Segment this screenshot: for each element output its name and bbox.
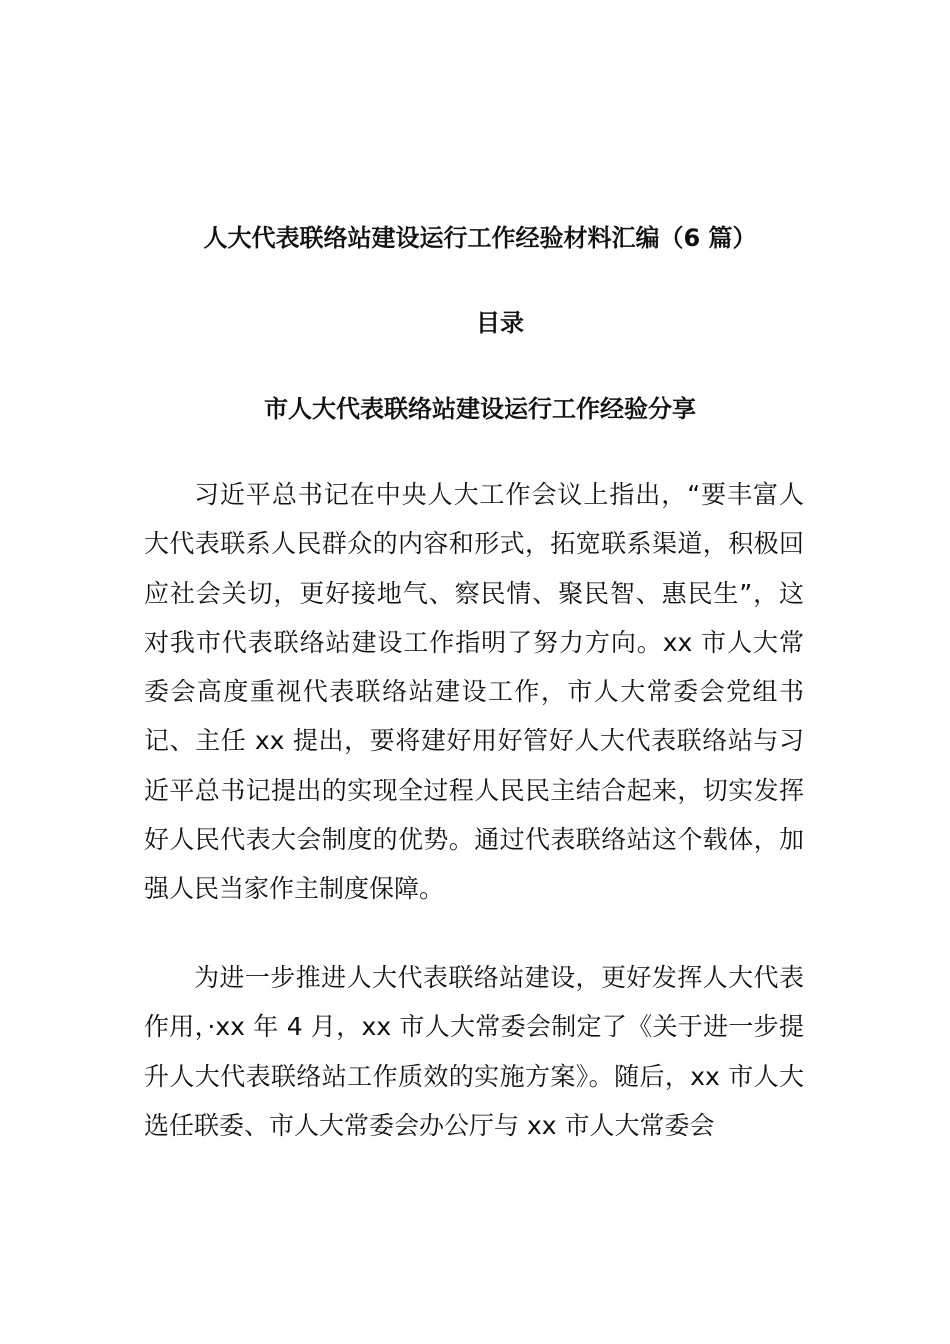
article-title: 市人大代表联络站建设运行工作经验分享 (264, 395, 696, 423)
toc-heading: 目录 (476, 309, 524, 337)
body-paragraph-2: 为进一步推进人大代表联络站建设，更好发挥人大代表作用，·xx 年 4 月，xx 市人大常委会制定了《关于进一步提升人大代表联络站工作质效的实施方案》。随后，xx 市人大选任联委、市人大常委会办公厅与 xx 市人大常委会 (144, 963, 804, 1140)
document-title: 人大代表联络站建设运行工作经验材料汇编（6 篇） (203, 224, 757, 252)
body-paragraph-1: 习近平总书记在中央人大工作会议上指出，“要丰富人大代表联系人民群众的内容和形式，拓宽联系渠道，积极回应社会关切，更好接地气、察民情、聚民智、惠民生”，这对我市代表联络站建设工作指明了努力方向。xx 市人大常委会高度重视代表联络站建设工作，市人大常委会党组书记、主任 xx 提出，要将建好用好管好人大代表联络站与习近平总书记提出的实现全过程人民民主结合起来，切实发挥好人民代表大会制度的优势。通过代表联络站这个载体，加强人民当家作主制度保障。 (144, 480, 804, 904)
